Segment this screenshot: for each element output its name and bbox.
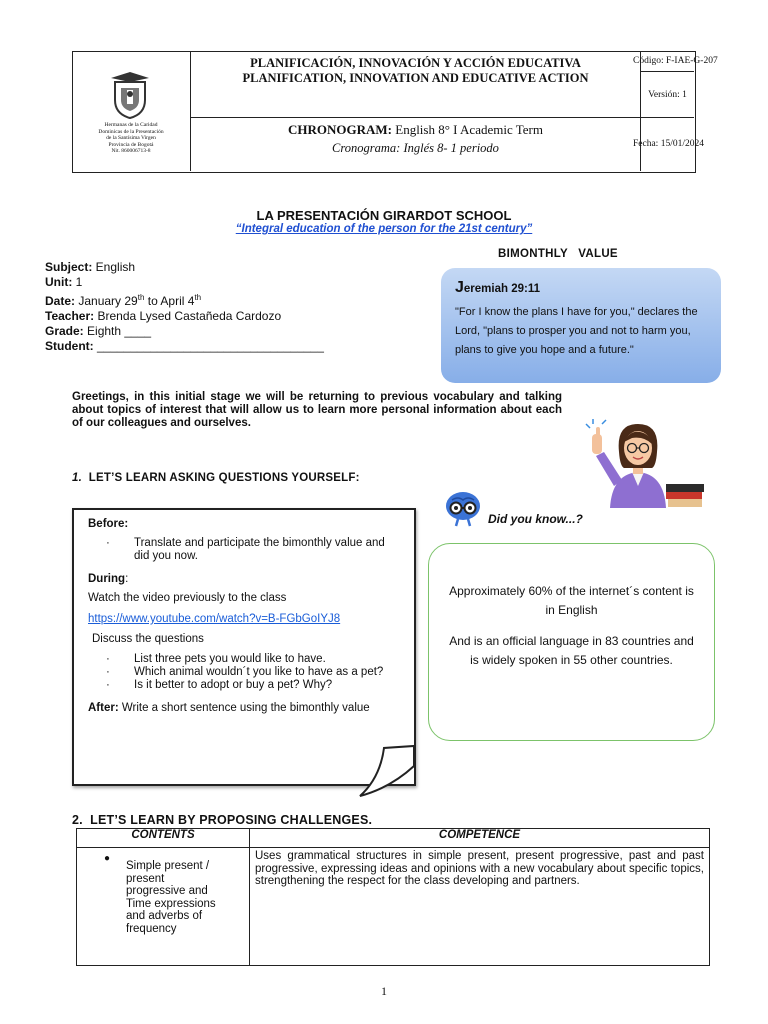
version-cell <box>641 72 694 118</box>
did-you-know-box <box>428 543 715 741</box>
before-heading <box>88 518 400 531</box>
table-header-row <box>77 829 710 848</box>
title-cell <box>191 52 641 118</box>
teacher-label: Teacher: <box>45 309 95 323</box>
bullet-icon: · <box>106 679 110 691</box>
title-english: PLANIFICATION, INNOVATION AND EDUCATIVE ACTION <box>242 71 589 85</box>
bullet-icon: · <box>106 653 110 665</box>
date-end: to April 4 <box>144 294 195 308</box>
bullet-icon: ● <box>104 853 111 864</box>
document-header <box>72 51 718 173</box>
date-label: Date: <box>45 294 76 308</box>
caption-line: Provincia de Bogotá <box>108 141 154 148</box>
before-item <box>88 537 400 563</box>
content-cell <box>77 848 250 966</box>
greeting-text: Greetings, in this initial stage we will be returning to previous vocabulary and talking about topics of interest that will allow us to learn more personal information about each of our colleagues and ourselves. <box>72 391 562 429</box>
caption-line: Dominicas de la Presentación <box>98 128 164 135</box>
chronogram-cell <box>191 118 641 171</box>
school-motto: “Integral education of the person for the 21st century” <box>235 223 533 235</box>
question-text: List three pets you would like to have. <box>134 653 326 665</box>
brain-mascot-icon <box>440 490 486 528</box>
chronogram-value: English 8° I Academic Term <box>392 122 543 137</box>
before-label: Before: <box>88 518 129 530</box>
question-item <box>88 653 400 666</box>
teacher-row <box>45 309 324 324</box>
section-1-title: LET’S LEARN ASKING QUESTIONS YOURSELF: <box>88 472 360 484</box>
question-item <box>88 666 400 679</box>
cronograma: Cronograma: Inglés 8- 1 periodo <box>332 141 499 155</box>
competence-cell: Uses grammatical structures in simple present, present progressive, past and past progressive, expressing ideas and opinions with a new vocabulary about specific topics, strengthening the respect for the class developing and partners. <box>250 848 710 966</box>
logo-cell <box>73 52 191 171</box>
unit-value: 1 <box>72 275 83 289</box>
verse-ref-rest: eremiah 29:11 <box>463 283 540 295</box>
subject-label: Subject: <box>45 260 93 274</box>
title-spanish: PLANIFICACIÓN, INNOVACIÓN Y ACCIÓN EDUCATIVA <box>250 56 581 70</box>
video-link[interactable]: https://www.youtube.com/watch?v=B-FGbGoIYJ8 <box>88 613 341 625</box>
during-text: Watch the video previously to the class <box>88 592 287 604</box>
student-label: Student: <box>45 339 94 353</box>
during-label: During <box>88 573 126 585</box>
teacher-value: Brenda Lysed Castañeda Cardozo <box>94 309 282 323</box>
date-text: Fecha: 15/01/2024 <box>633 139 704 149</box>
grade-value: Eighth ____ <box>83 324 152 338</box>
did-you-know-title: Did you know...? <box>488 512 583 526</box>
page-number: 1 <box>381 984 387 998</box>
teacher-illustration-icon <box>582 412 704 508</box>
date-suffix: th <box>137 293 145 302</box>
verse-text: "For I know the plans I have for you," declares the Lord, "plans to prosper you and not to harm you, plans to give you hope and a future." <box>455 306 698 356</box>
chronogram-label: CHRONOGRAM: <box>288 122 392 137</box>
fact-text: Approximately 60% of the internet´s content is in English <box>449 584 694 617</box>
after-row <box>88 702 400 715</box>
student-value: __________________________________ <box>93 339 324 353</box>
bimonthly-title: BIMONTHLY VALUE <box>498 248 618 260</box>
verse-ref-initial: J <box>455 279 464 296</box>
institution-caption <box>77 122 185 155</box>
student-info <box>45 260 324 354</box>
caption-line: Nit. 860006713-8 <box>111 148 151 154</box>
fact-text: And is an official language in 83 countries and is widely spoken in 55 other countries. <box>449 634 694 667</box>
section-1-number: 1. <box>72 472 82 484</box>
during-colon: : <box>125 573 129 585</box>
subject-value: English <box>92 260 136 274</box>
unit-label: Unit: <box>45 275 73 289</box>
bimonthly-verse-box <box>441 268 721 383</box>
discuss-text: Discuss the questions <box>92 633 204 645</box>
bullet-icon: · <box>106 666 110 678</box>
verse-reference <box>455 278 707 299</box>
table-row <box>77 848 710 966</box>
before-item-text: Translate and participate the bimonthly value and did you now. <box>134 537 385 562</box>
competence-header: COMPETENCE <box>250 829 710 848</box>
caption-line: de la Santísima Virgen <box>106 135 156 141</box>
question-item <box>88 679 400 692</box>
date-suffix: th <box>194 293 202 302</box>
challenges-table <box>76 828 710 966</box>
caption-line: Hermanas de la Caridad <box>104 122 158 128</box>
code-cell <box>633 52 718 72</box>
bullet-icon: · <box>106 537 110 549</box>
code-text: Código: F-IAE-G-207 <box>633 56 718 66</box>
date-start: January 29 <box>75 294 138 308</box>
school-crest-icon <box>107 70 153 120</box>
contents-header: CONTENTS <box>77 829 250 848</box>
after-text: Write a short sentence using the bimonthly value <box>118 702 370 714</box>
subject-row <box>45 260 324 275</box>
section-1-heading <box>72 472 360 484</box>
school-name: LA PRESENTACIÓN GIRARDOT SCHOOL <box>256 208 512 223</box>
question-text: Is it better to adopt or buy a pet? Why? <box>134 679 333 691</box>
content-text: Simple present / present progressive and Time expressions and adverbs of frequency <box>126 860 216 935</box>
after-label: After: <box>88 702 119 714</box>
during-heading <box>88 573 400 586</box>
question-text: Which animal wouldn´t you like to have as a pet? <box>134 666 384 678</box>
grade-row <box>45 324 324 339</box>
date-cell <box>633 118 704 171</box>
page-curl-icon <box>350 744 420 800</box>
unit-row <box>45 275 324 290</box>
student-row <box>45 339 324 354</box>
version-text: Versión: 1 <box>648 90 687 100</box>
grade-label: Grade: <box>45 324 84 338</box>
section-2-heading: 2. LET’S LEARN BY PROPOSING CHALLENGES. <box>72 813 373 827</box>
date-row <box>45 290 324 309</box>
